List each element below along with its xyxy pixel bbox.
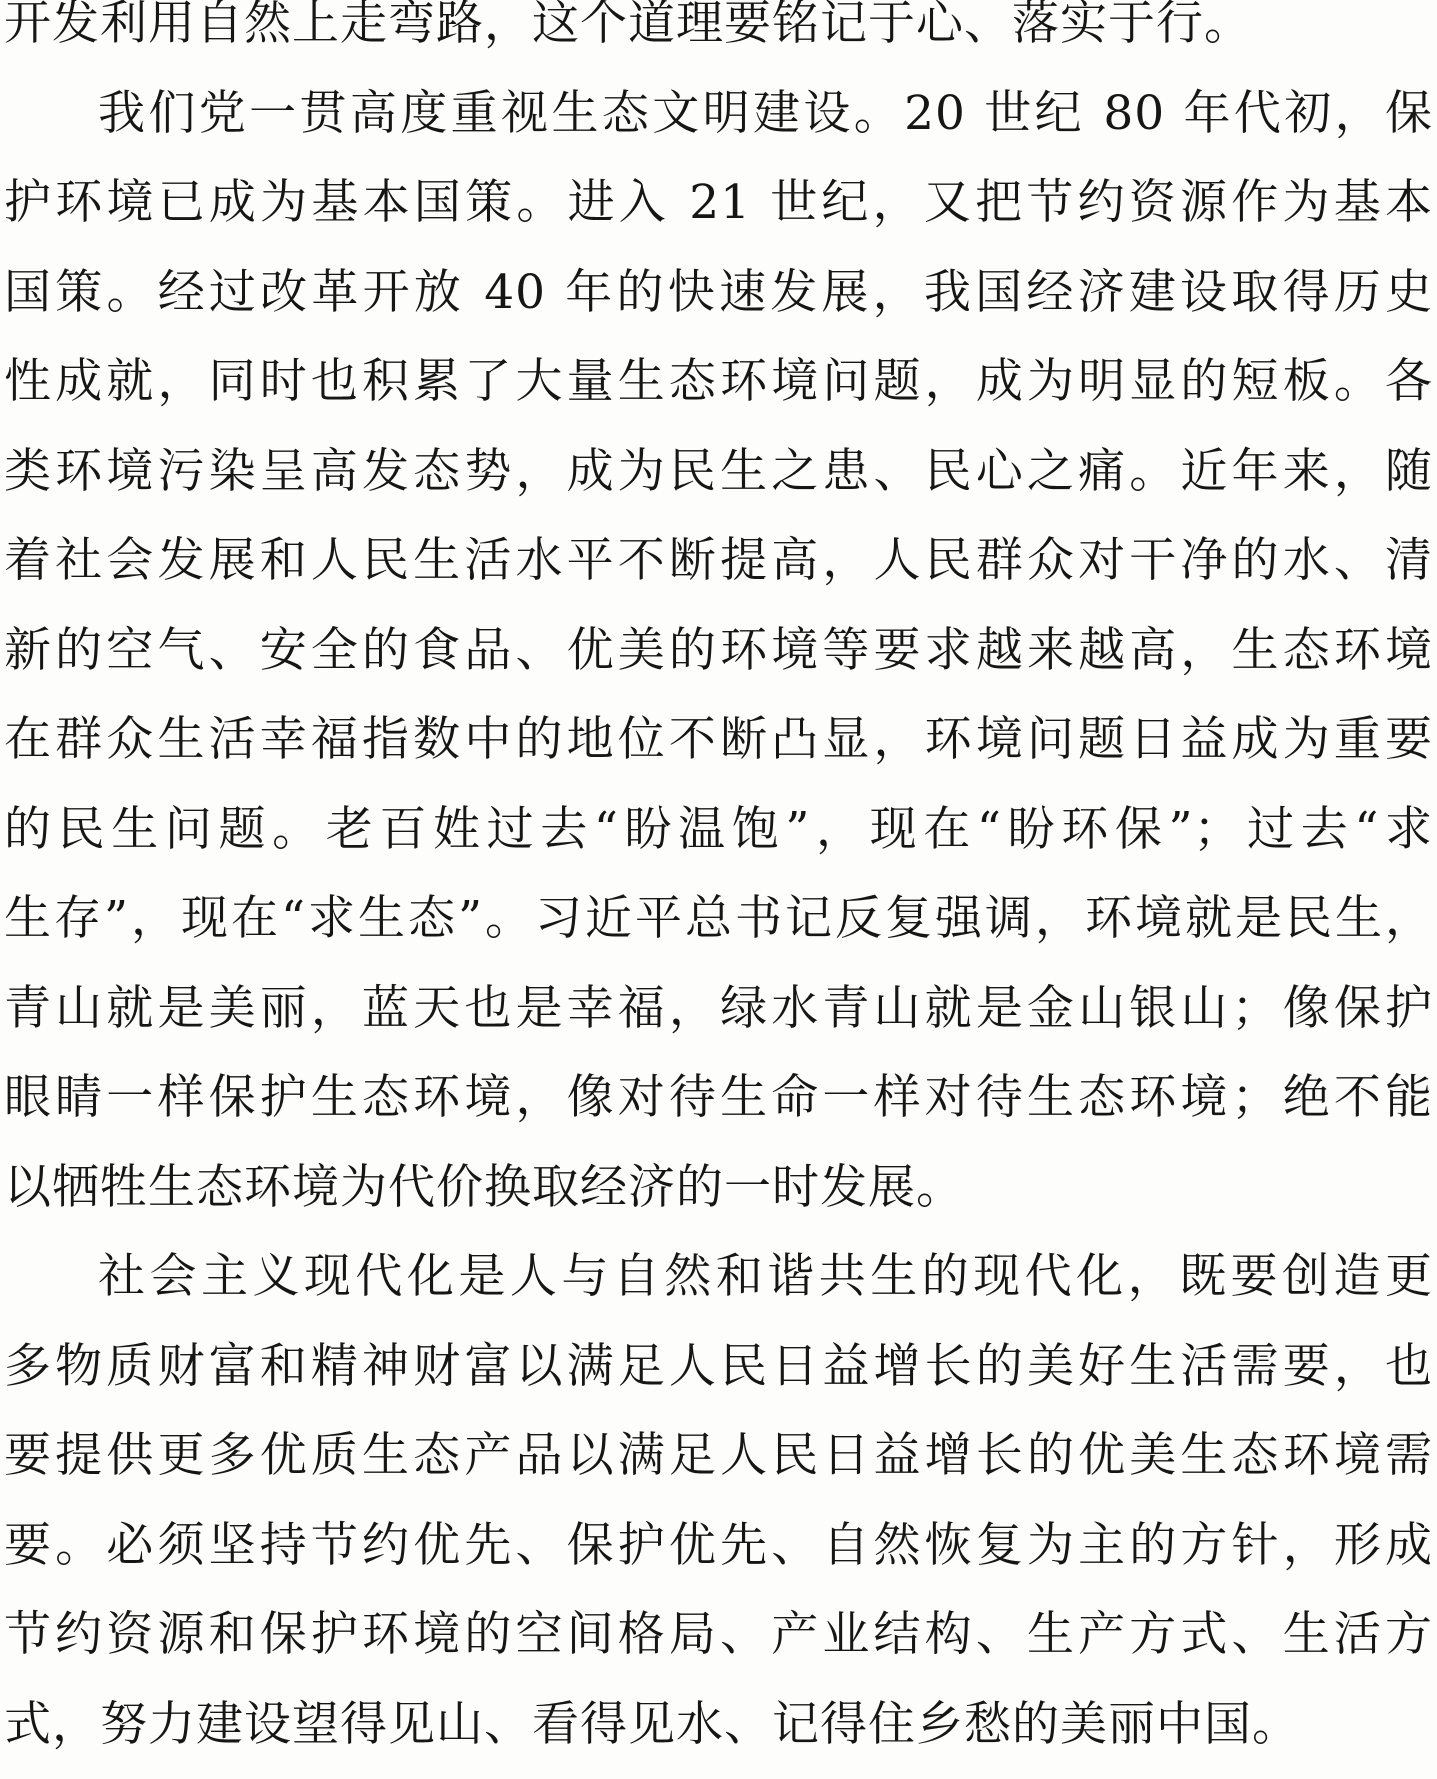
text-line: 护环境已成为基本国策。进入 21 世纪，又把节约资源作为基本: [4, 175, 1433, 230]
text-line: 新的空气、安全的食品、优美的环境等要求越来越高，生态环境: [4, 622, 1433, 678]
text-line: 节约资源和保护环境的空间格局、产业结构、生产方式、生活方: [4, 1607, 1433, 1662]
text-line: 我们党一贯高度重视生态文明建设。20 世纪 80 年代初，保: [98, 85, 1433, 141]
text-line: 以牺牲生态环境为代价换取经济的一时发展。: [4, 1159, 964, 1215]
text-line: 多物质财富和精神财富以满足人民日益增长的美好生活需要，也: [4, 1338, 1433, 1394]
text-line: 类环境污染呈高发态势，成为民生之患、民心之痛。近年来，随: [4, 443, 1433, 499]
text-line: 在群众生活幸福指数中的地位不断凸显，环境问题日益成为重要: [4, 712, 1433, 767]
text-line: 社会主义现代化是人与自然和谐共生的现代化，既要创造更: [98, 1249, 1433, 1304]
text-line: 开发利用自然上走弯路，这个道理要铭记于心、落实于行。: [4, 0, 1252, 51]
text-line: 要提供更多优质生态产品以满足人民日益增长的优美生态环境需: [4, 1428, 1433, 1483]
text-line: 国策。经过改革开放 40 年的快速发展，我国经济建设取得历史: [4, 264, 1433, 320]
text-line: 眼睛一样保护生态环境，像对待生命一样对待生态环境；绝不能: [4, 1070, 1433, 1125]
text-line: 着社会发展和人民生活水平不断提高，人民群众对干净的水、清: [4, 533, 1433, 588]
document-page: [4, 0, 1433, 1779]
text-line: 式，努力建设望得见山、看得见水、记得住乡愁的美丽中国。: [4, 1696, 1300, 1752]
text-line: 的民生问题。老百姓过去“盼温饱”，现在“盼环保”；过去“求: [4, 801, 1433, 857]
text-line: 生存”，现在“求生态”。习近平总书记反复强调，环境就是民生，: [4, 891, 1433, 946]
text-line: 要。必须坚持节约优先、保护优先、自然恢复为主的方针，形成: [4, 1517, 1433, 1573]
text-line: 青山就是美丽，蓝天也是幸福，绿水青山就是金山银山；像保护: [4, 980, 1433, 1036]
text-line: 性成就，同时也积累了大量生态环境问题，成为明显的短板。各: [4, 354, 1433, 409]
